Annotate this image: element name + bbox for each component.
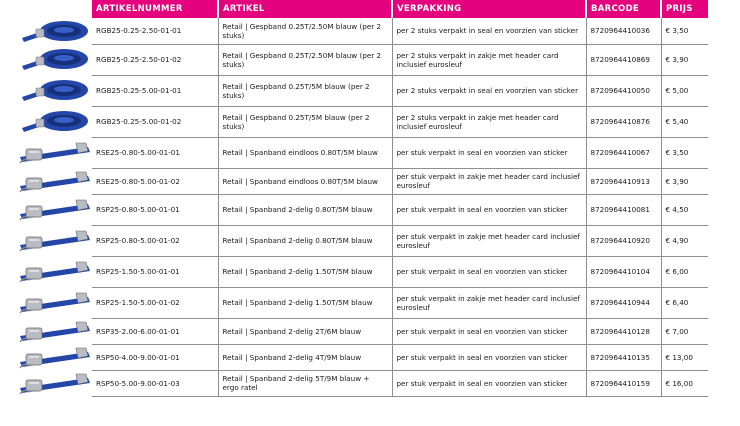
cell-verpakking: per stuk verpakt in seal en voorzien van sticker	[392, 194, 586, 225]
cell-prijs: € 3,90	[661, 168, 708, 194]
cell-artikel: Retail | Spanband 2-delig 5T/9M blauw + ergo ratel	[218, 370, 392, 396]
header-verpakking: VERPAKKING	[392, 0, 586, 18]
table-row	[92, 225, 708, 256]
cell-prijs: € 5,40	[661, 106, 708, 137]
cell-verpakking: per 2 stuks verpakt in zakje met header card inclusief eurosleuf	[392, 106, 586, 137]
cell-barcode: 8720964410159	[586, 370, 661, 396]
cell-artikel: Retail | Spanband eindloos 0.80T/5M blauw	[218, 168, 392, 194]
ratchet-strap-icon	[18, 318, 92, 345]
cell-barcode: 8720964410913	[586, 168, 661, 194]
cell-artikelnummer: RSE25-0.80-5.00-01-02	[92, 168, 218, 194]
cell-barcode: 8720964410128	[586, 318, 661, 344]
table-row	[92, 194, 708, 225]
cell-artikel: Retail | Spanband 2-delig 4T/9M blauw	[218, 344, 392, 370]
cell-artikel: Retail | Gespband 0.25T/2.50M blauw (per 2 stuks)	[218, 18, 392, 44]
header-prijs: PRIJS	[661, 0, 708, 18]
cell-prijs: € 3,50	[661, 18, 708, 44]
cell-prijs: € 3,90	[661, 44, 708, 75]
blue-strap-icon	[18, 108, 92, 135]
cell-prijs: € 5,00	[661, 75, 708, 106]
cell-artikelnummer: RGB25-0.25-2.50-01-02	[92, 44, 218, 75]
ratchet-strap-icon	[18, 168, 92, 195]
ratchet-strap-icon	[18, 258, 92, 285]
price-table	[92, 0, 708, 397]
table-row	[92, 106, 708, 137]
table-row	[92, 344, 708, 370]
table-row	[92, 318, 708, 344]
cell-verpakking: per 2 stuks verpakt in seal en voorzien van sticker	[392, 18, 586, 44]
ratchet-strap-icon	[18, 196, 92, 223]
cell-barcode: 8720964410876	[586, 106, 661, 137]
cell-barcode: 8720964410135	[586, 344, 661, 370]
cell-prijs: € 13,00	[661, 344, 708, 370]
ratchet-strap-icon	[18, 289, 92, 316]
table-row	[92, 287, 708, 318]
cell-artikelnummer: RGB25-0.25-5.00-01-01	[92, 75, 218, 106]
cell-artikelnummer: RSP25-0.80-5.00-01-02	[92, 225, 218, 256]
header-artikel: ARTIKEL	[218, 0, 392, 18]
cell-verpakking: per stuk verpakt in seal en voorzien van sticker	[392, 256, 586, 287]
cell-artikelnummer: RSP25-1.50-5.00-01-01	[92, 256, 218, 287]
cell-barcode: 8720964410920	[586, 225, 661, 256]
table-row	[92, 137, 708, 168]
cell-verpakking: per stuk verpakt in seal en voorzien van sticker	[392, 370, 586, 396]
cell-artikelnummer: RSP50-5.00-9.00-01-03	[92, 370, 218, 396]
ratchet-strap-icon	[18, 139, 92, 166]
cell-prijs: € 4,90	[661, 225, 708, 256]
table-row	[92, 44, 708, 75]
cell-barcode: 8720964410081	[586, 194, 661, 225]
cell-prijs: € 6,00	[661, 256, 708, 287]
table-header-row	[92, 0, 708, 18]
cell-artikel: Retail | Spanband 2-delig 0.80T/5M blauw	[218, 225, 392, 256]
header-artikelnummer: ARTIKELNUMMER	[92, 0, 218, 18]
cell-prijs: € 7,00	[661, 318, 708, 344]
cell-artikel: Retail | Spanband 2-delig 1.50T/5M blauw	[218, 287, 392, 318]
cell-verpakking: per stuk verpakt in zakje met header card inclusief eurosleuf	[392, 287, 586, 318]
cell-artikelnummer: RSP50-4.00-9.00-01-01	[92, 344, 218, 370]
ratchet-strap-icon	[18, 370, 92, 397]
cell-barcode: 8720964410869	[586, 44, 661, 75]
blue-strap-icon	[18, 18, 92, 45]
cell-artikel: Retail | Spanband 2-delig 1.50T/5M blauw	[218, 256, 392, 287]
ratchet-strap-icon	[18, 227, 92, 254]
cell-prijs: € 4,50	[661, 194, 708, 225]
cell-artikel: Retail | Gespband 0.25T/5M blauw (per 2 stuks)	[218, 106, 392, 137]
cell-artikel: Retail | Spanband eindloos 0.80T/5M blauw	[218, 137, 392, 168]
table-row	[92, 18, 708, 44]
cell-artikel: Retail | Spanband 2-delig 0.80T/5M blauw	[218, 194, 392, 225]
cell-artikelnummer: RSP25-0.80-5.00-01-01	[92, 194, 218, 225]
cell-artikelnummer: RSE25-0.80-5.00-01-01	[92, 137, 218, 168]
cell-barcode: 8720964410050	[586, 75, 661, 106]
cell-artikel: Retail | Gespband 0.25T/2.50M blauw (per 2 stuks)	[218, 44, 392, 75]
blue-strap-icon	[18, 46, 92, 73]
cell-prijs: € 6,40	[661, 287, 708, 318]
ratchet-strap-icon	[18, 344, 92, 371]
cell-barcode: 8720964410104	[586, 256, 661, 287]
cell-barcode: 8720964410067	[586, 137, 661, 168]
table-row	[92, 256, 708, 287]
cell-verpakking: per stuk verpakt in zakje met header card inclusief eurosleuf	[392, 168, 586, 194]
table-row	[92, 75, 708, 106]
cell-verpakking: per stuk verpakt in seal en voorzien van sticker	[392, 318, 586, 344]
cell-artikel: Retail | Spanband 2-delig 2T/6M blauw	[218, 318, 392, 344]
product-image-column	[0, 0, 92, 426]
cell-prijs: € 3,50	[661, 137, 708, 168]
table-row	[92, 370, 708, 396]
cell-artikelnummer: RGB25-0.25-5.00-01-02	[92, 106, 218, 137]
cell-verpakking: per 2 stuks verpakt in seal en voorzien van sticker	[392, 75, 586, 106]
cell-artikelnummer: RSP35-2.00-6.00-01-01	[92, 318, 218, 344]
cell-artikelnummer: RSP25-1.50-5.00-01-02	[92, 287, 218, 318]
cell-verpakking: per stuk verpakt in seal en voorzien van sticker	[392, 344, 586, 370]
cell-verpakking: per 2 stuks verpakt in zakje met header card inclusief eurosleuf	[392, 44, 586, 75]
cell-barcode: 8720964410036	[586, 18, 661, 44]
cell-verpakking: per stuk verpakt in seal en voorzien van sticker	[392, 137, 586, 168]
header-barcode: BARCODE	[586, 0, 661, 18]
table-row	[92, 168, 708, 194]
cell-verpakking: per stuk verpakt in zakje met header card inclusief eurosleuf	[392, 225, 586, 256]
cell-barcode: 8720964410944	[586, 287, 661, 318]
cell-artikelnummer: RGB25-0.25-2.50-01-01	[92, 18, 218, 44]
cell-artikel: Retail | Gespband 0.25T/5M blauw (per 2 stuks)	[218, 75, 392, 106]
cell-prijs: € 16,00	[661, 370, 708, 396]
blue-strap-icon	[18, 77, 92, 104]
